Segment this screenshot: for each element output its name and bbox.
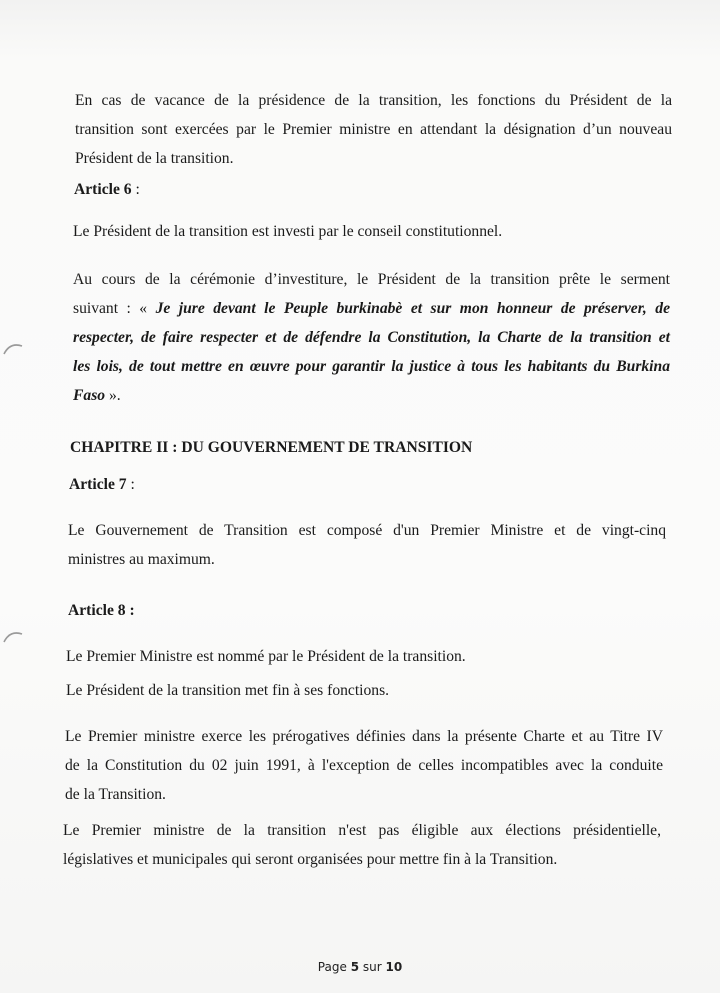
- text-line: de la Constitution du 02 juin 1991, à l'exception de celles incompatibles avec la conduite: [65, 757, 663, 774]
- article-6-paragraph-1: [73, 217, 673, 246]
- text-line: Le Gouvernement de Transition est composé d'un Premier Ministre et de vingt-cinq: [68, 522, 666, 539]
- page-word: Page: [317, 960, 347, 974]
- text-line: Président de la transition.: [75, 150, 234, 167]
- text-line: [73, 381, 670, 410]
- oath-close: ».: [105, 387, 121, 404]
- article-8-paragraph-1: [66, 642, 666, 671]
- text-line: En cas de vacance de la présidence de la transition, les fonctions du Président de la: [75, 92, 672, 109]
- text-line: de la Transition.: [65, 786, 166, 803]
- article-8-paragraph-2: [66, 676, 666, 705]
- oath-text: Je jure devant le Peuple burkinabè et sur mon honneur de préserver, de: [155, 300, 670, 317]
- text-line: Au cours de la cérémonie d’investiture, le Président de la transition prête le serment: [73, 271, 670, 288]
- article-8-paragraph-3: [65, 722, 663, 809]
- of-word: sur: [362, 960, 382, 974]
- article-6-heading: [74, 180, 140, 200]
- page-number-footer: [0, 960, 720, 974]
- text-line: Le Premier ministre exerce les prérogatives définies dans la présente Charte et au Titre IV: [65, 728, 663, 745]
- text-line: Le Premier Ministre est nommé par le Président de la transition.: [66, 648, 466, 665]
- text-line: ministres au maximum.: [68, 551, 215, 568]
- article-8-heading: Article 8 :: [68, 602, 135, 619]
- article-heading-label: Article 7: [69, 476, 127, 493]
- text-line: législatives et municipales qui seront organisées pour mettre fin à la Transition.: [63, 851, 558, 868]
- article-8-paragraph-4: [63, 816, 661, 874]
- oath-text-line: les lois, de tout mettre en œuvre pour garantir la justice à tous les habitants du Burkina: [73, 358, 670, 375]
- article-7-heading: [69, 475, 135, 495]
- current-page-number: 5: [350, 960, 360, 974]
- article-heading-colon: :: [126, 476, 135, 493]
- binder-hole-mark-icon: [0, 334, 26, 360]
- chapter-heading: CHAPITRE II : DU GOUVERNEMENT DE TRANSITION: [70, 439, 473, 456]
- oath-text: Faso: [73, 387, 106, 404]
- text-line: Le Président de la transition met fin à ses fonctions.: [66, 682, 390, 699]
- article-6-paragraph-oath: [73, 265, 670, 410]
- article-heading-colon: :: [131, 181, 140, 198]
- oath-text-line: respecter, de faire respecter et de défendre la Constitution, la Charte de la transition et: [73, 329, 670, 346]
- text-line: [73, 294, 670, 323]
- text-line: transition sont exercées par le Premier ministre en attendant la désignation d’un nouveau: [75, 121, 672, 138]
- total-pages-number: 10: [385, 960, 403, 974]
- paragraph-vacancy: [75, 86, 672, 173]
- text-line: Le Président de la transition est investi par le conseil constitutionnel.: [73, 223, 503, 240]
- binder-hole-mark-icon: [0, 622, 26, 648]
- article-heading-label: Article 6: [74, 181, 132, 198]
- article-7-paragraph: [68, 516, 666, 574]
- text-line: Le Premier ministre de la transition n'est pas éligible aux élections présidentielle,: [63, 822, 661, 839]
- oath-lead: suivant : «: [73, 300, 156, 317]
